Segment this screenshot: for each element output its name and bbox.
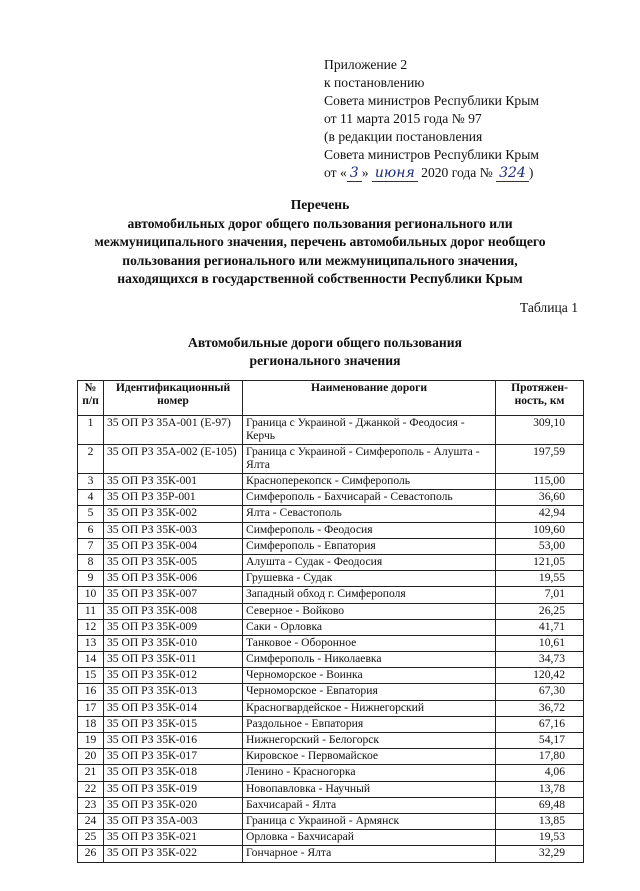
cell-num: 4 [78,490,104,506]
cell-code: 35 ОП РЗ 35А-003 [104,813,243,829]
cell-name: Новопавловка - Научный [243,781,496,797]
cell-code: 35 ОП РЗ 35К-016 [104,733,243,749]
table-row [78,587,584,603]
table-row [78,813,584,829]
cell-num: 23 [78,797,104,813]
cell-code: 35 ОП РЗ 35К-015 [104,716,243,732]
cell-num: 25 [78,830,104,846]
date-year: 2020 года № [421,165,493,180]
cell-len: 42,94 [496,506,584,522]
cell-len: 67,30 [496,684,584,700]
cell-len: 34,73 [496,652,584,668]
table-label: Таблица 1 [519,300,578,315]
cell-code: 35 ОП РЗ 35К-011 [104,652,243,668]
cell-len: 197,59 [496,445,584,474]
cell-name: Симферополь - Феодосия [243,522,496,538]
appendix-block [324,56,539,182]
cell-name: Симферополь - Евпатория [243,538,496,554]
cell-code: 35 ОП РЗ 35К-007 [104,587,243,603]
table-row [78,490,584,506]
cell-code: 35 ОП РЗ 35К-022 [104,846,243,862]
table-row [78,416,584,445]
cell-num: 8 [78,554,104,570]
cell-code: 35 ОП РЗ 35К-014 [104,700,243,716]
cell-name: Красногвардейское - Нижнегорский [243,700,496,716]
cell-code: 35 ОП РЗ 35А-001 (Е-97) [104,416,243,445]
cell-num: 5 [78,506,104,522]
date-suffix: ) [528,165,534,180]
cell-name: Западный обход г. Симферополя [243,587,496,603]
table-row [78,765,584,781]
table-row [78,830,584,846]
table-row [78,538,584,554]
handwritten-day: 3 [347,165,362,182]
cell-name: Раздольное - Евпатория [243,716,496,732]
table-header-row [78,381,584,416]
cell-name: Кировское - Первомайское [243,749,496,765]
cell-len: 69,48 [496,797,584,813]
table-row [78,684,584,700]
cell-name: Граница с Украиной - Джанкой - Феодосия - Керчь [243,416,496,445]
cell-len: 7,01 [496,587,584,603]
cell-len: 36,60 [496,490,584,506]
cell-num: 16 [78,684,104,700]
header-id: Идентификационный номер [104,381,243,416]
cell-num: 2 [78,445,104,474]
appendix-line: от 11 марта 2015 года № 97 [324,111,482,126]
cell-name: Симферополь - Николаевка [243,652,496,668]
cell-code: 35 ОП РЗ 35К-020 [104,797,243,813]
cell-name: Нижнегорский - Белогорск [243,733,496,749]
title-line: находящихся в государственной собственности Республики Крым [117,271,523,286]
cell-num: 22 [78,781,104,797]
appendix-line: Совета министров Республики Крым [324,93,539,108]
cell-num: 10 [78,587,104,603]
cell-name: Граница с Украиной - Армянск [243,813,496,829]
cell-num: 12 [78,619,104,635]
table-row [78,781,584,797]
cell-name: Северное - Войково [243,603,496,619]
table-row [78,474,584,490]
title-line: автомобильных дорог общего пользования регионального или [127,215,513,231]
cell-name: Ленино - Красногорка [243,765,496,781]
cell-name: Симферополь - Бахчисарай - Севастополь [243,490,496,506]
cell-name: Алушта - Судак - Феодосия [243,554,496,570]
cell-len: 109,60 [496,522,584,538]
cell-name: Грушевка - Судак [243,571,496,587]
roads-table [77,380,584,863]
cell-code: 35 ОП РЗ 35К-008 [104,603,243,619]
cell-code: 35 ОП РЗ 35К-003 [104,522,243,538]
cell-name: Танковое - Оборонное [243,635,496,651]
cell-len: 36,72 [496,700,584,716]
cell-len: 309,10 [496,416,584,445]
cell-code: 35 ОП РЗ 35К-009 [104,619,243,635]
cell-code: 35 ОП РЗ 35К-001 [104,474,243,490]
cell-code: 35 ОП РЗ 35К-018 [104,765,243,781]
cell-len: 10,61 [496,635,584,651]
cell-len: 13,78 [496,781,584,797]
table-row [78,846,584,862]
cell-code: 35 ОП РЗ 35К-019 [104,781,243,797]
cell-len: 41,71 [496,619,584,635]
date-prefix: от « [324,165,347,180]
cell-name: Саки - Орловка [243,619,496,635]
cell-code: 35 ОП РЗ 35К-012 [104,668,243,684]
cell-code: 35 ОП РЗ 35Р-001 [104,490,243,506]
cell-name: Орловка - Бахчисарай [243,830,496,846]
cell-num: 9 [78,571,104,587]
table-row [78,652,584,668]
table-row [78,445,584,474]
table-body [78,416,584,863]
cell-len: 120,42 [496,668,584,684]
table-row [78,716,584,732]
cell-num: 19 [78,733,104,749]
table-row [78,603,584,619]
cell-num: 7 [78,538,104,554]
cell-code: 35 ОП РЗ 35А-002 (Е-105) [104,445,243,474]
appendix-date-line [324,164,539,182]
cell-name: Черноморское - Воинка [243,668,496,684]
table-row [78,749,584,765]
cell-num: 17 [78,700,104,716]
cell-num: 26 [78,846,104,862]
cell-code: 35 ОП РЗ 35К-013 [104,684,243,700]
cell-name: Черноморское - Евпатория [243,684,496,700]
cell-len: 4,06 [496,765,584,781]
cell-num: 14 [78,652,104,668]
cell-num: 15 [78,668,104,684]
cell-len: 26,25 [496,603,584,619]
cell-num: 11 [78,603,104,619]
appendix-line: (в редакции постановления [324,129,483,144]
cell-code: 35 ОП РЗ 35К-006 [104,571,243,587]
cell-num: 1 [78,416,104,445]
table-row [78,619,584,635]
table-row [78,797,584,813]
cell-num: 13 [78,635,104,651]
cell-num: 21 [78,765,104,781]
cell-num: 6 [78,522,104,538]
cell-num: 24 [78,813,104,829]
subtitle-line: регионального значения [249,353,401,368]
appendix-line: Приложение 2 [324,57,408,72]
cell-code: 35 ОП РЗ 35К-004 [104,538,243,554]
cell-num: 3 [78,474,104,490]
appendix-line: к постановлению [324,75,425,90]
cell-len: 19,55 [496,571,584,587]
cell-len: 13,85 [496,813,584,829]
cell-len: 121,05 [496,554,584,570]
cell-code: 35 ОП РЗ 35К-005 [104,554,243,570]
cell-len: 19,53 [496,830,584,846]
cell-name: Гончарное - Ялта [243,846,496,862]
table-row [78,635,584,651]
table-row [78,668,584,684]
cell-len: 53,00 [496,538,584,554]
header-name: Наименование дороги [243,381,496,416]
cell-num: 18 [78,716,104,732]
cell-name: Бахчисарай - Ялта [243,797,496,813]
cell-name: Красноперекопск - Симферополь [243,474,496,490]
cell-len: 67,16 [496,716,584,732]
cell-name: Ялта - Севастополь [243,506,496,522]
header-length: Протяжен-ность, км [496,381,584,416]
subtitle-line: Автомобильные дороги общего пользования [188,335,462,350]
table-row [78,571,584,587]
table-row [78,554,584,570]
cell-code: 35 ОП РЗ 35К-017 [104,749,243,765]
table-subtitle [160,334,490,370]
cell-num: 20 [78,749,104,765]
table-row [78,522,584,538]
handwritten-number: 324 [496,165,529,182]
table-row [78,733,584,749]
cell-code: 35 ОП РЗ 35К-002 [104,506,243,522]
handwritten-month: июня [372,165,418,182]
cell-code: 35 ОП РЗ 35К-010 [104,635,243,651]
header-num: № п/п [78,381,104,416]
cell-len: 115,00 [496,474,584,490]
table-row [78,700,584,716]
date-mid: » [361,165,369,180]
title-line: межмуниципального значения, перечень автомобильных дорог необщего [94,234,546,249]
document-title [40,196,600,289]
cell-name: Граница с Украиной - Симферополь - Алушта - Ялта [243,445,496,474]
title-line: пользования регионального или межмуниципального значения, [122,252,518,268]
cell-code: 35 ОП РЗ 35К-021 [104,830,243,846]
cell-len: 54,17 [496,733,584,749]
table-row [78,506,584,522]
cell-len: 17,80 [496,749,584,765]
cell-len: 32,29 [496,846,584,862]
appendix-line: Совета министров Республики Крым [324,147,539,162]
title-line: Перечень [290,197,350,212]
